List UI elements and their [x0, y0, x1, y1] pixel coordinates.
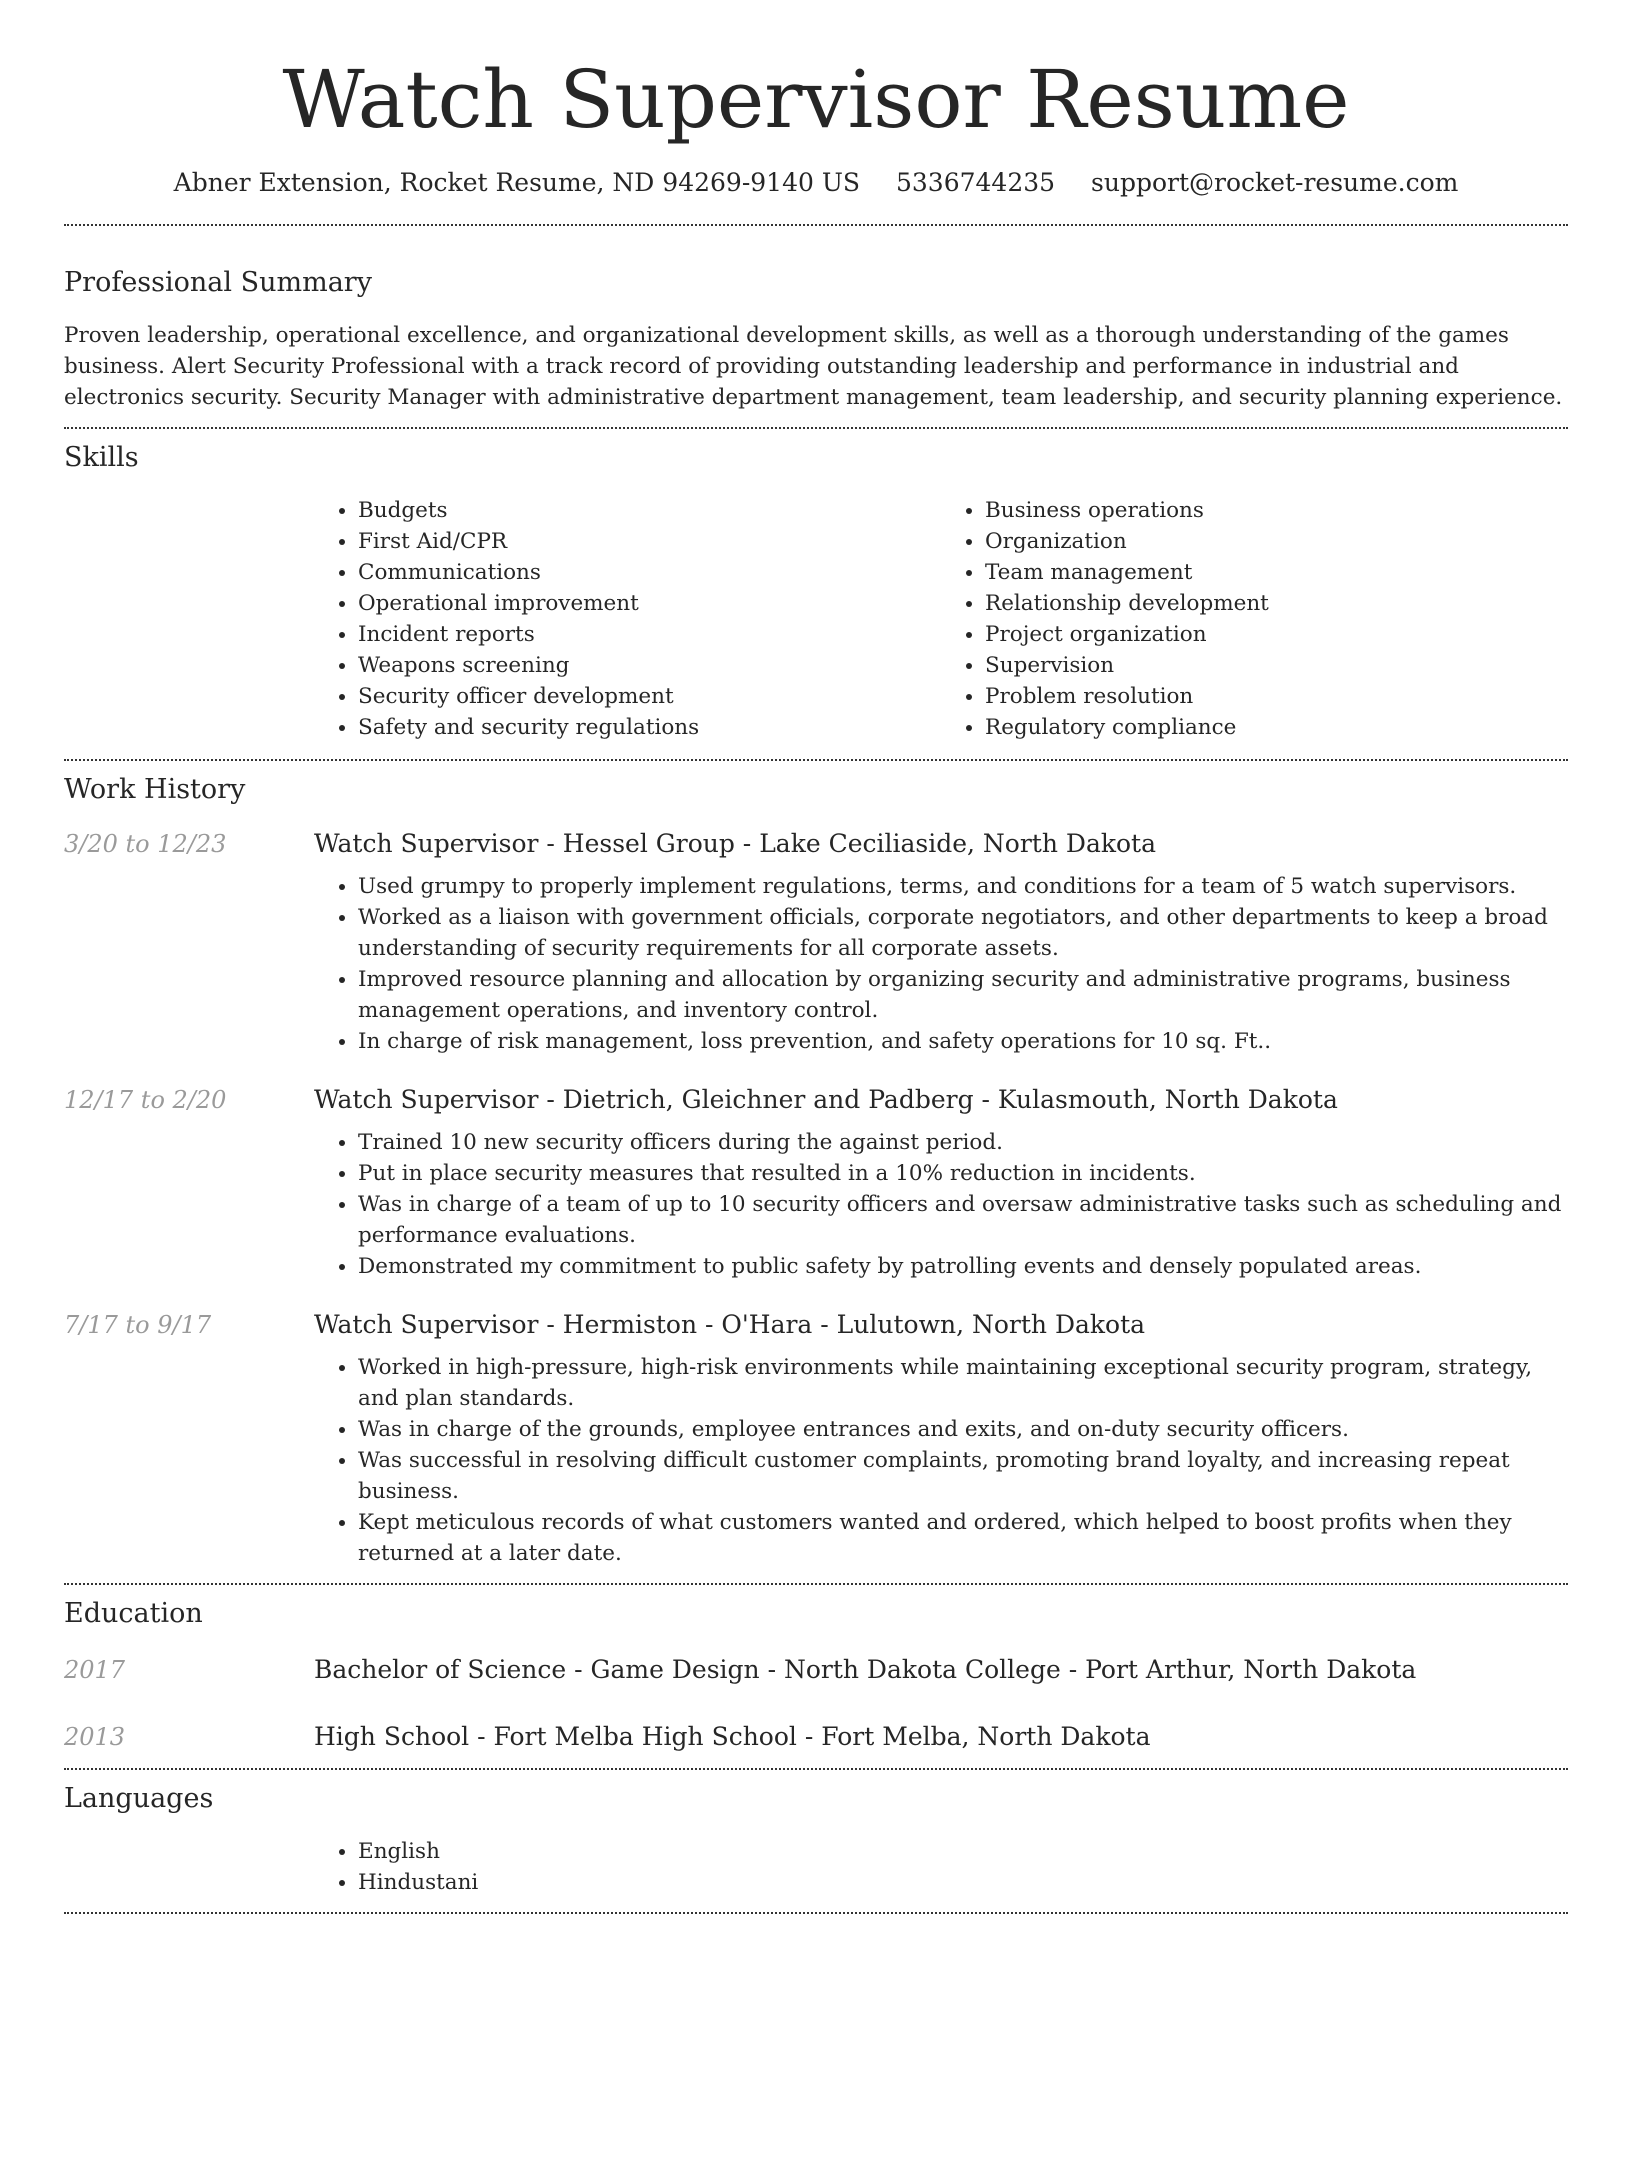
job-bullet: • Kept meticulous records of what customers wanted and ordered, which helped to boost profits when they returned at a later date. [358, 1507, 1568, 1569]
job-title: Watch Supervisor - Hessel Group - Lake Ceciliaside, North Dakota [314, 829, 1157, 858]
job-bullet: • Improved resource planning and allocation by organizing security and administrative programs, business management operations, and inventory control. [358, 964, 1568, 1026]
skill-item: • Relationship development [985, 588, 1568, 619]
skill-item: • Incident reports [358, 619, 941, 650]
work-section [64, 761, 1568, 1583]
language-item: • Hindustani [358, 1867, 1568, 1898]
skill-item: • Regulatory compliance [985, 712, 1568, 743]
job-bullet: • Demonstrated my commitment to public safety by patrolling events and densely populated areas. [358, 1251, 1568, 1282]
skill-item: • Communications [358, 557, 941, 588]
job-bullet: • Put in place security measures that resulted in a 10% reduction in incidents. [358, 1158, 1568, 1189]
education-entry [64, 1687, 1568, 1754]
job-header [64, 827, 1568, 861]
resume-page [0, 52, 1632, 2164]
job-dates: 12/17 to 2/20 [64, 1086, 227, 1114]
skill-item: • Supervision [985, 650, 1568, 681]
skills-heading: Skills [64, 442, 139, 473]
skill-item: • Budgets [358, 495, 941, 526]
education-title: Bachelor of Science - Game Design - North Dakota College - Port Arthur, North Dakota [314, 1655, 1417, 1684]
divider [64, 1912, 1568, 1914]
skill-item: • Security officer development [358, 681, 941, 712]
job-bullets [314, 1342, 1568, 1569]
job-bullet: • Worked in high-pressure, high-risk environments while maintaining exceptional security program, strategy, and plan standards. [358, 1352, 1568, 1414]
job-dates: 3/20 to 12/23 [64, 830, 227, 858]
skill-item: • Organization [985, 526, 1568, 557]
job-bullet: • Trained 10 new security officers during the against period. [358, 1127, 1568, 1158]
skills-list-left [314, 495, 941, 743]
contact-line [64, 166, 1568, 200]
skills-section [64, 429, 1568, 759]
job-title: Watch Supervisor - Hermiston - O'Hara - Lulutown, North Dakota [314, 1310, 1146, 1339]
job-bullet: • Was in charge of a team of up to 10 security officers and oversaw administrative tasks such as scheduling and performance evaluations. [358, 1189, 1568, 1251]
languages-list [314, 1816, 1568, 1898]
skill-item: • Problem resolution [985, 681, 1568, 712]
job-header [64, 1083, 1568, 1117]
work-heading: Work History [64, 774, 246, 805]
language-item: • English [358, 1836, 1568, 1867]
job-bullets [314, 1117, 1568, 1282]
contact-phone: 5336744235 [896, 168, 1056, 197]
job-header [64, 1308, 1568, 1342]
job-title: Watch Supervisor - Dietrich, Gleichner and Padberg - Kulasmouth, North Dakota [314, 1085, 1338, 1114]
job-dates: 7/17 to 9/17 [64, 1311, 212, 1339]
languages-heading: Languages [64, 1783, 214, 1814]
job-entry [64, 807, 1568, 1057]
skill-item: • Business operations [985, 495, 1568, 526]
job-entry [64, 1282, 1568, 1583]
job-bullets [314, 861, 1568, 1057]
education-section [64, 1585, 1568, 1768]
job-bullet: • Worked as a liaison with government officials, corporate negotiators, and other departments to keep a broad understanding of security requirements for all corporate assets. [358, 902, 1568, 964]
languages-section [64, 1770, 1568, 1912]
skill-item: • Team management [985, 557, 1568, 588]
job-entry [64, 1057, 1568, 1282]
job-bullet: • Was successful in resolving difficult customer complaints, promoting brand loyalty, and increasing repeat business. [358, 1445, 1568, 1507]
summary-heading: Professional Summary [64, 267, 372, 298]
summary-text: Proven leadership, operational excellence, and organizational development skills, as well as a thorough understanding of the games business. Alert Security Professional with a track record of providing outstanding leadership and performance in industrial and electronics security. Security Manager with administrative department management, team leadership, and security planning experience. [64, 323, 1563, 410]
education-date: 2017 [64, 1656, 126, 1684]
resume-title: Watch Supervisor Resume [282, 53, 1350, 146]
skill-item: • Project organization [985, 619, 1568, 650]
education-heading: Education [64, 1598, 203, 1629]
skill-item: • Operational improvement [358, 588, 941, 619]
job-bullet: • In charge of risk management, loss prevention, and safety operations for 10 sq. Ft.. [358, 1026, 1568, 1057]
contact-email: support@rocket-resume.com [1091, 168, 1459, 197]
education-entry [64, 1631, 1568, 1687]
education-title: High School - Fort Melba High School - Fort Melba, North Dakota [314, 1722, 1151, 1751]
skills-list-right [941, 495, 1568, 743]
job-bullet: • Used grumpy to properly implement regulations, terms, and conditions for a team of 5 watch supervisors. [358, 871, 1568, 902]
skill-item: • Weapons screening [358, 650, 941, 681]
skills-columns [314, 475, 1568, 759]
skill-item: • First Aid/CPR [358, 526, 941, 557]
skill-item: • Safety and security regulations [358, 712, 941, 743]
job-bullet: • Was in charge of the grounds, employee entrances and exits, and on-duty security officers. [358, 1414, 1568, 1445]
summary-section [64, 226, 1568, 427]
education-date: 2013 [64, 1723, 126, 1751]
contact-address: Abner Extension, Rocket Resume, ND 94269-9140 US [173, 168, 861, 197]
